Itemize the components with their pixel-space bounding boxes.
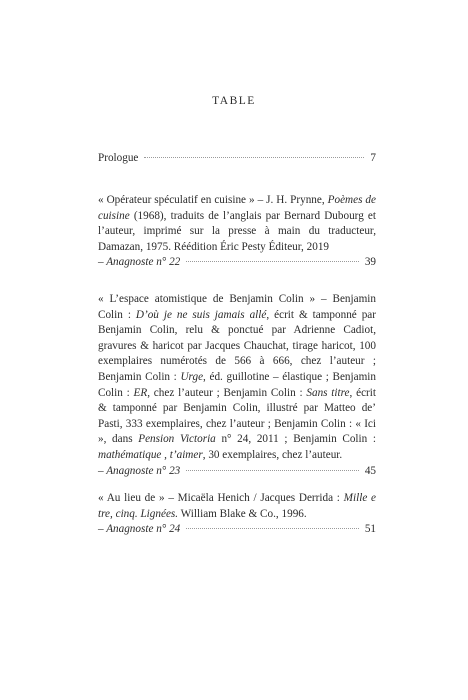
toc-entry-line	[98, 522, 376, 538]
toc-entry-text: , 30 exemplaires, chez l’auteur.	[202, 448, 343, 461]
toc-entry-text: , chez l’auteur ; Benjamin Colin :	[147, 386, 307, 399]
toc-entry-title: ER	[133, 386, 148, 399]
toc-entry-title: D’où je ne suis jamais allé	[135, 308, 267, 321]
toc-entry-text: n° 24, 2011 ; Benjamin Colin :	[215, 433, 377, 446]
toc-entry-text: « Opérateur spéculatif en cuisine » – J. H. Prynne,	[98, 194, 328, 206]
toc-entry-text: (1968), traduits de l’anglais par Bernard Dubourg et l’auteur, imprimé sur la presse à main du traducteur, Damazan, 1975. Réédition Éric Pesty Éditeur, 2019	[98, 209, 376, 253]
toc-entry-line	[98, 255, 376, 271]
dot-leader	[186, 528, 359, 529]
toc-entry-prynne	[98, 193, 376, 271]
toc-page-number: 39	[364, 256, 376, 269]
dot-leader	[186, 470, 359, 471]
toc-entry-text: , écrit & tamponné par Benjamin Colin, illustré par Matteo de’ Pasti, 333 exemplaires, chez l’auteur ; Benjamin Colin : « Ici », dans	[98, 386, 376, 446]
toc-entry-label: – Anagnoste n° 23	[98, 464, 181, 477]
toc-entry-title: Pension Victoria	[138, 433, 216, 446]
toc-entry-colin	[98, 292, 376, 479]
toc-entry-text: « L’espace atomistique de Benjamin Colin » – Benjamin Colin :	[98, 293, 376, 321]
toc-entry-henich	[98, 491, 376, 538]
toc-entry-line	[98, 464, 376, 480]
toc-entry-text: , éd. guillotine – élastique ; Benjamin Colin :	[98, 370, 376, 399]
page-title: TABLE	[212, 95, 256, 107]
toc-entry-text: « Au lieu de » – Micaëla Henich / Jacques Derrida :	[98, 492, 344, 504]
toc-entry-text: , écrit & tamponné par Benjamin Colin, relu & ponctué par Adrienne Cadiot, gravures & haricot par Jacques Chauchat, tirage haricot, 100 exemplaires numérotés de 566 à 666, chez l’auteur ; Benjamin Colin :	[98, 308, 376, 383]
toc-entry-title: Sans titre	[306, 386, 350, 399]
toc-entry-prologue	[98, 151, 376, 167]
toc-page-number: 45	[364, 464, 376, 477]
toc-entry-title: Urge	[180, 370, 204, 383]
toc-page-number: 7	[370, 152, 376, 164]
dot-leader	[186, 261, 359, 262]
toc-entry-title: Poèmes de cuisine	[98, 194, 376, 222]
toc-entry-title: Mille e tre, cinq. Lignées.	[98, 492, 376, 520]
toc-entry-label: – Anagnoste n° 22	[98, 256, 181, 269]
toc-entry-title: mathématique , t’aimer	[98, 448, 203, 461]
toc-entry-line	[98, 151, 376, 167]
toc-entry-text: William Blake & Co., 1996.	[178, 507, 307, 520]
toc-page-number: 51	[364, 523, 376, 536]
dot-leader	[144, 157, 364, 158]
toc-entry-label: Prologue	[98, 152, 139, 164]
toc-entry-label: – Anagnoste n° 24	[98, 523, 181, 536]
